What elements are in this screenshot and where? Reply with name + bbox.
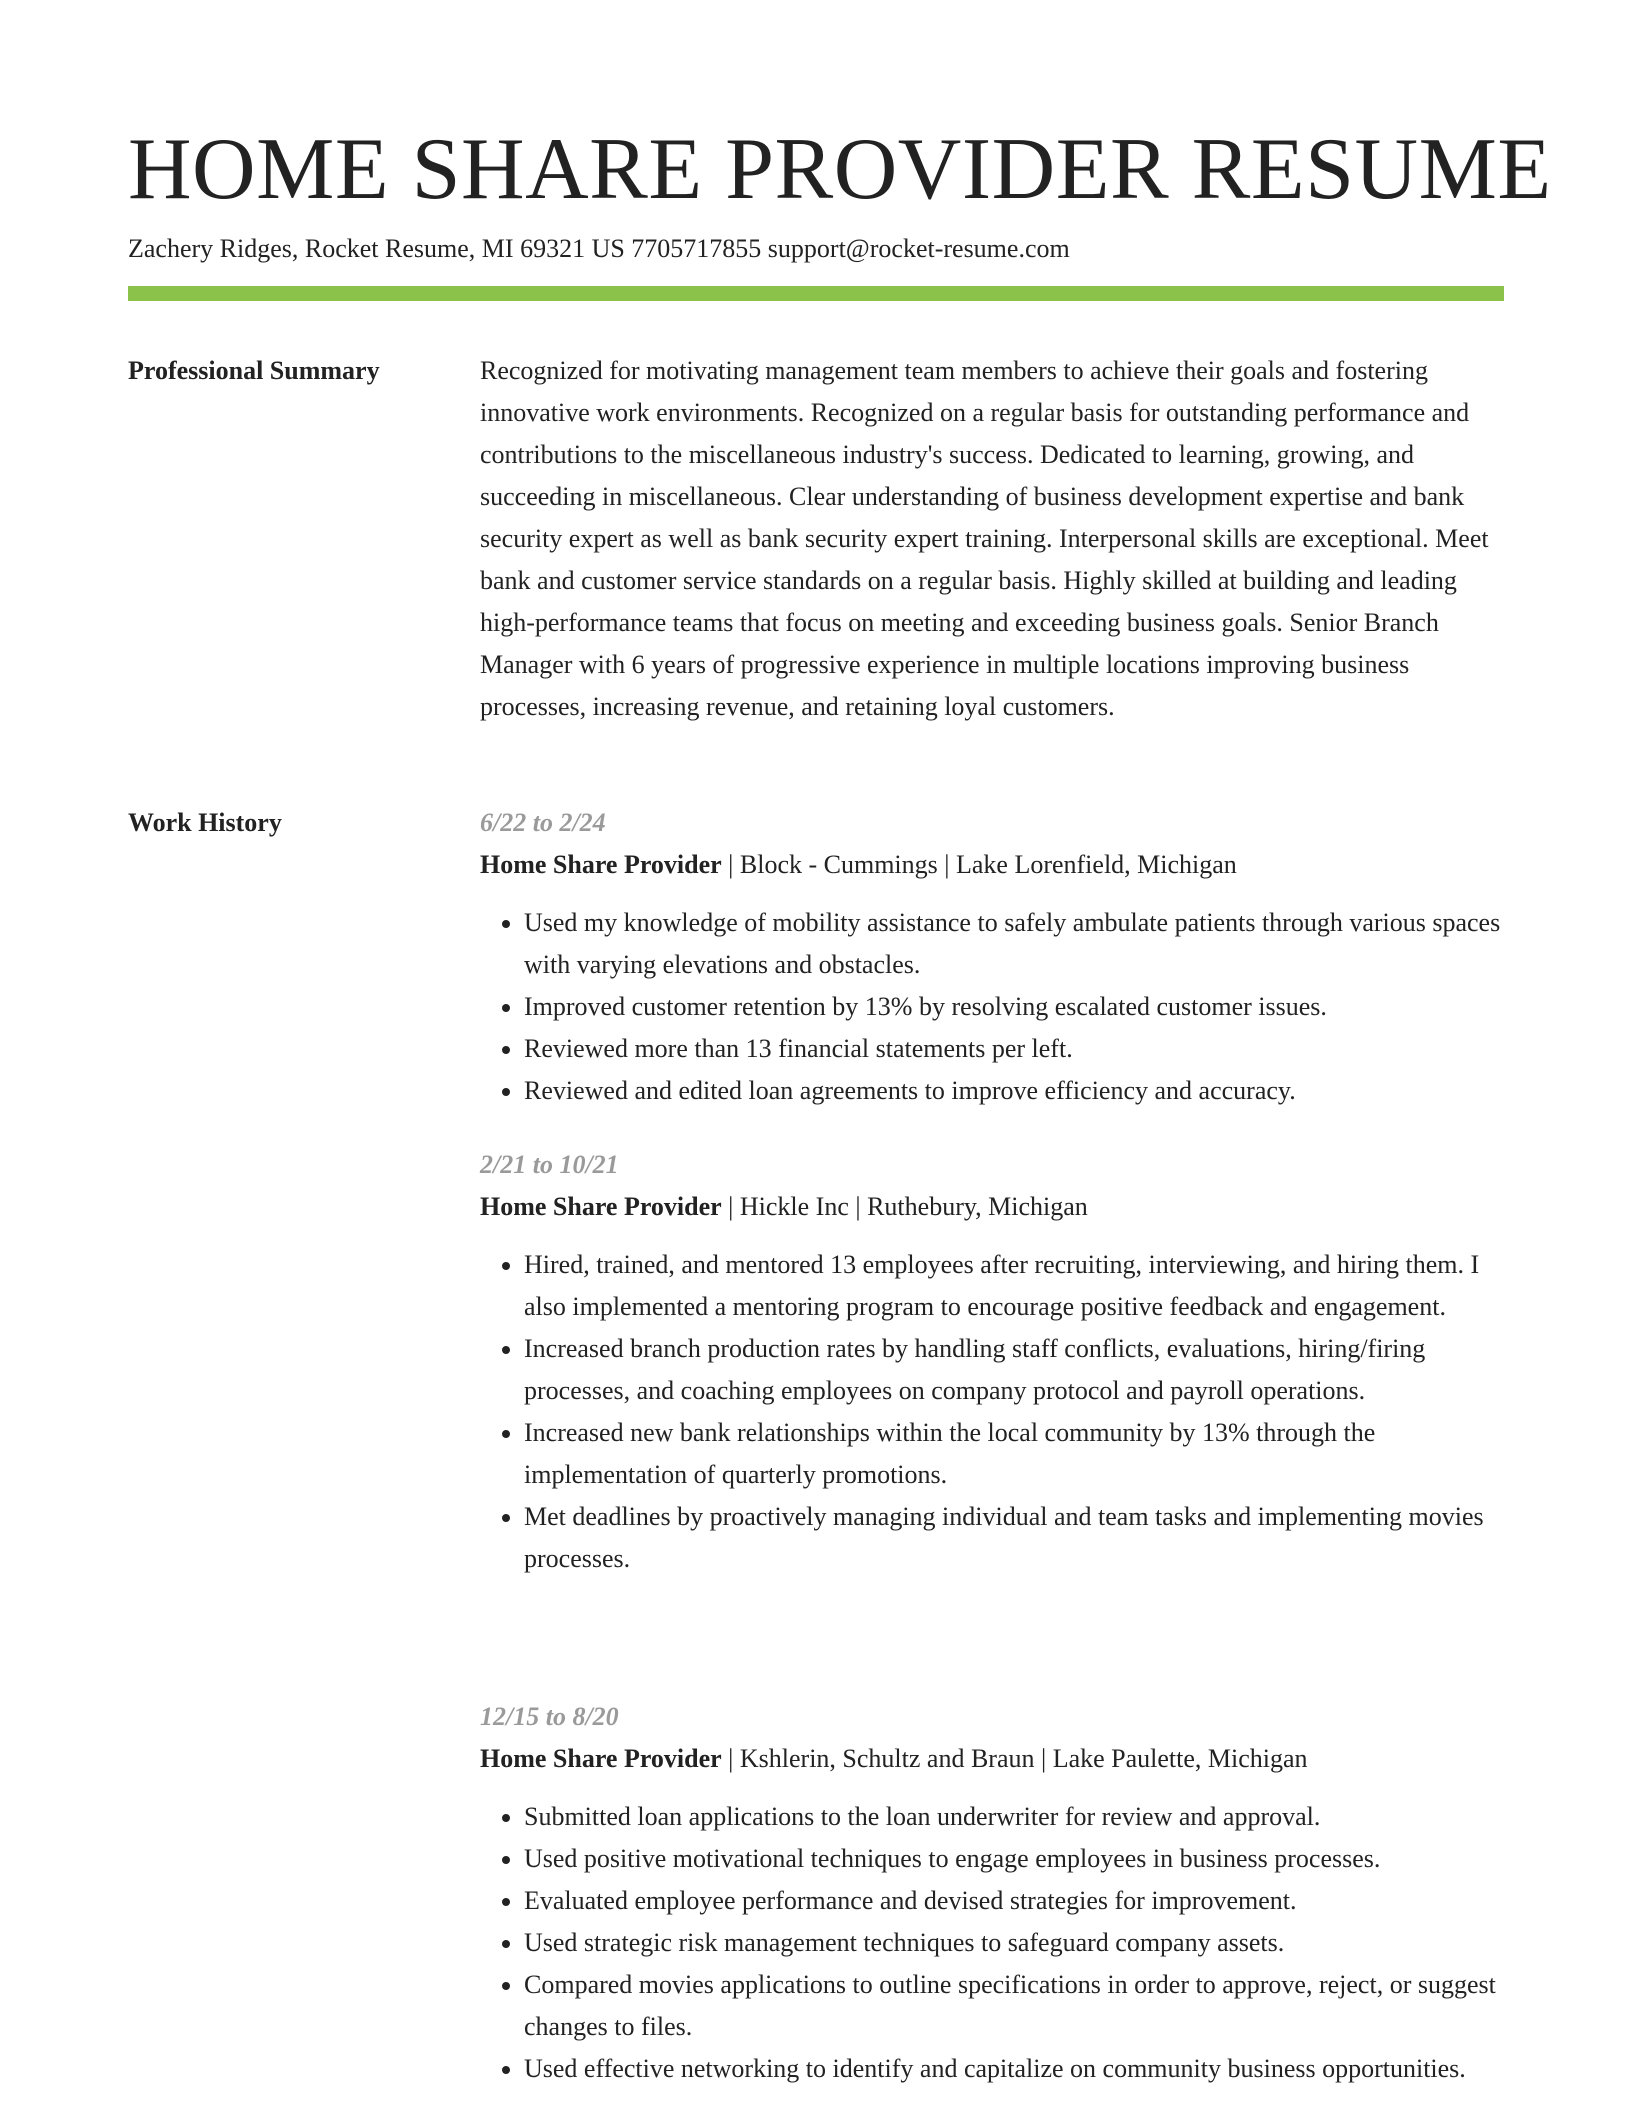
job-dates: 6/22 to 2/24 (480, 808, 606, 837)
resume-title: HOME SHARE PROVIDER RESUME (128, 121, 1552, 218)
job-position-line (480, 1186, 1504, 1228)
job-company-location: | Hickle Inc | Ruthebury, Michigan (721, 1192, 1088, 1221)
contact-info: Zachery Ridges, Rocket Resume, MI 69321 US 7705717855 support@rocket-resume.com (128, 234, 1070, 263)
job-bullet-list (480, 1244, 1504, 1580)
professional-summary-heading: Professional Summary (128, 356, 380, 385)
job-bullet: • Submitted loan applications to the loan underwriter for review and approval. (524, 1796, 1504, 1838)
job-bullet: • Reviewed and edited loan agreements to improve efficiency and accuracy. (524, 1070, 1504, 1112)
job-position-line (480, 844, 1504, 886)
job-bullet: • Improved customer retention by 13% by resolving escalated customer issues. (524, 986, 1504, 1028)
job-bullet: • Met deadlines by proactively managing individual and team tasks and implementing movies processes. (524, 1496, 1504, 1580)
job-bullet: • Used my knowledge of mobility assistance to safely ambulate patients through various spaces with varying elevations and obstacles. (524, 902, 1504, 986)
job-bullet: • Compared movies applications to outline specifications in order to approve, reject, or suggest changes to files. (524, 1964, 1504, 2048)
job-bullet: • Used effective networking to identify and capitalize on community business opportunities. (524, 2048, 1504, 2090)
job-entry (480, 1696, 1504, 2090)
job-bullet: • Evaluated employee performance and devised strategies for improvement. (524, 1880, 1504, 1922)
accent-divider (128, 286, 1504, 301)
job-bullet: • Used strategic risk management techniques to safeguard company assets. (524, 1922, 1504, 1964)
job-bullet-list (480, 902, 1504, 1112)
job-entry (480, 802, 1504, 1112)
job-bullet: • Hired, trained, and mentored 13 employees after recruiting, interviewing, and hiring them. I also implemented a mentoring program to encourage positive feedback and engagement. (524, 1244, 1504, 1328)
work-history-heading: Work History (128, 808, 282, 837)
job-position-line (480, 1738, 1504, 1780)
job-bullet: • Used positive motivational techniques to engage employees in business processes. (524, 1838, 1504, 1880)
job-bullet-list (480, 1796, 1504, 2090)
job-company-location: | Kshlerin, Schultz and Braun | Lake Paulette, Michigan (721, 1744, 1308, 1773)
professional-summary-text: Recognized for motivating management team members to achieve their goals and fostering innovative work environments. Recognized on a regular basis for outstanding performance and contributions to the miscellaneous industry's success. Dedicated to learning, growing, and succeeding in miscellaneous. Clear understanding of business development expertise and bank security expert as well as bank security expert training. Interpersonal skills are exceptional. Meet bank and customer service standards on a regular basis. Highly skilled at building and leading high-performance teams that focus on meeting and exceeding business goals. Senior Branch Manager with 6 years of progressive experience in multiple locations improving business processes, increasing revenue, and retaining loyal customers. (480, 356, 1489, 721)
job-title: Home Share Provider (480, 1744, 722, 1773)
job-bullet: • Increased new bank relationships within the local community by 13% through the implementation of quarterly promotions. (524, 1412, 1504, 1496)
job-bullet: • Reviewed more than 13 financial statements per left. (524, 1028, 1504, 1070)
job-dates: 2/21 to 10/21 (480, 1150, 619, 1179)
job-bullet: • Increased branch production rates by handling staff conflicts, evaluations, hiring/firing processes, and coaching employees on company protocol and payroll operations. (524, 1328, 1504, 1412)
job-title: Home Share Provider (480, 1192, 722, 1221)
job-company-location: | Block - Cummings | Lake Lorenfield, Michigan (721, 850, 1237, 879)
job-title: Home Share Provider (480, 850, 722, 879)
job-dates: 12/15 to 8/20 (480, 1702, 619, 1731)
job-entry (480, 1144, 1504, 1580)
